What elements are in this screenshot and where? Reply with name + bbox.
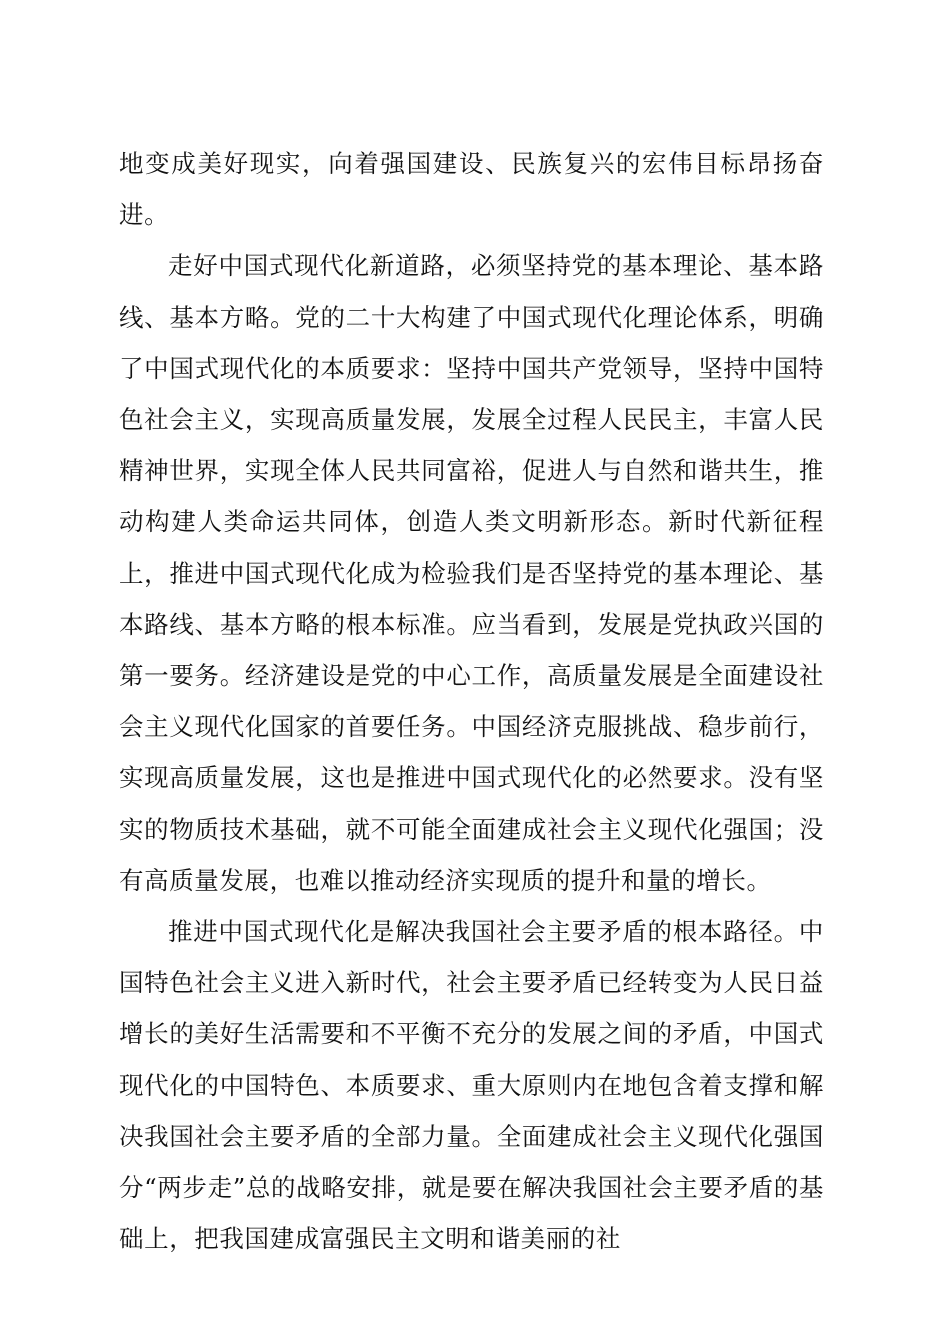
paragraph-modernization-path: 走好中国式现代化新道路，必须坚持党的基本理论、基本路线、基本方略。党的二十大构建了中国式现代化理论体系，明确了中国式现代化的本质要求：坚持中国共产党领导，坚持中国特色社会主义，实现高质量发展，发展全过程人民民主，丰富人民精神世界，实现全体人民共同富裕，促进人与自然和谐共生，推动构建人类命运共同体，创造人类文明新形态。新时代新征程上，推进中国式现代化成为检验我们是否坚持党的基本理论、基本路线、基本方略的根本标准。应当看到，发展是党执政兴国的第一要务。经济建设是党的中心工作，高质量发展是全面建设社会主义现代化国家的首要任务。中国经济克服挑战、稳步前行，实现高质量发展，这也是推进中国式现代化的必然要求。没有坚实的物质技术基础，就不可能全面建成社会主义现代化强国；没有高质量发展，也难以推动经济实现质的提升和量的增长。 [119,251,824,895]
paragraph-continuation: 地变成美好现实，向着强国建设、民族复兴的宏伟目标昂扬奋进。 [119,149,824,230]
document-body [119,138,824,1264]
paragraph-principal-contradiction: 推进中国式现代化是解决我国社会主要矛盾的根本路径。中国特色社会主义进入新时代，社会主要矛盾已经转变为人民日益增长的美好生活需要和不平衡不充分的发展之间的矛盾，中国式现代化的中国特色、本质要求、重大原则内在地包含着支撑和解决我国社会主要矛盾的全部力量。全面建成社会主义现代化强国分“两步走”总的战略安排，就是要在解决我国社会主要矛盾的基础上，把我国建成富强民主文明和谐美丽的社 [119,917,824,1254]
